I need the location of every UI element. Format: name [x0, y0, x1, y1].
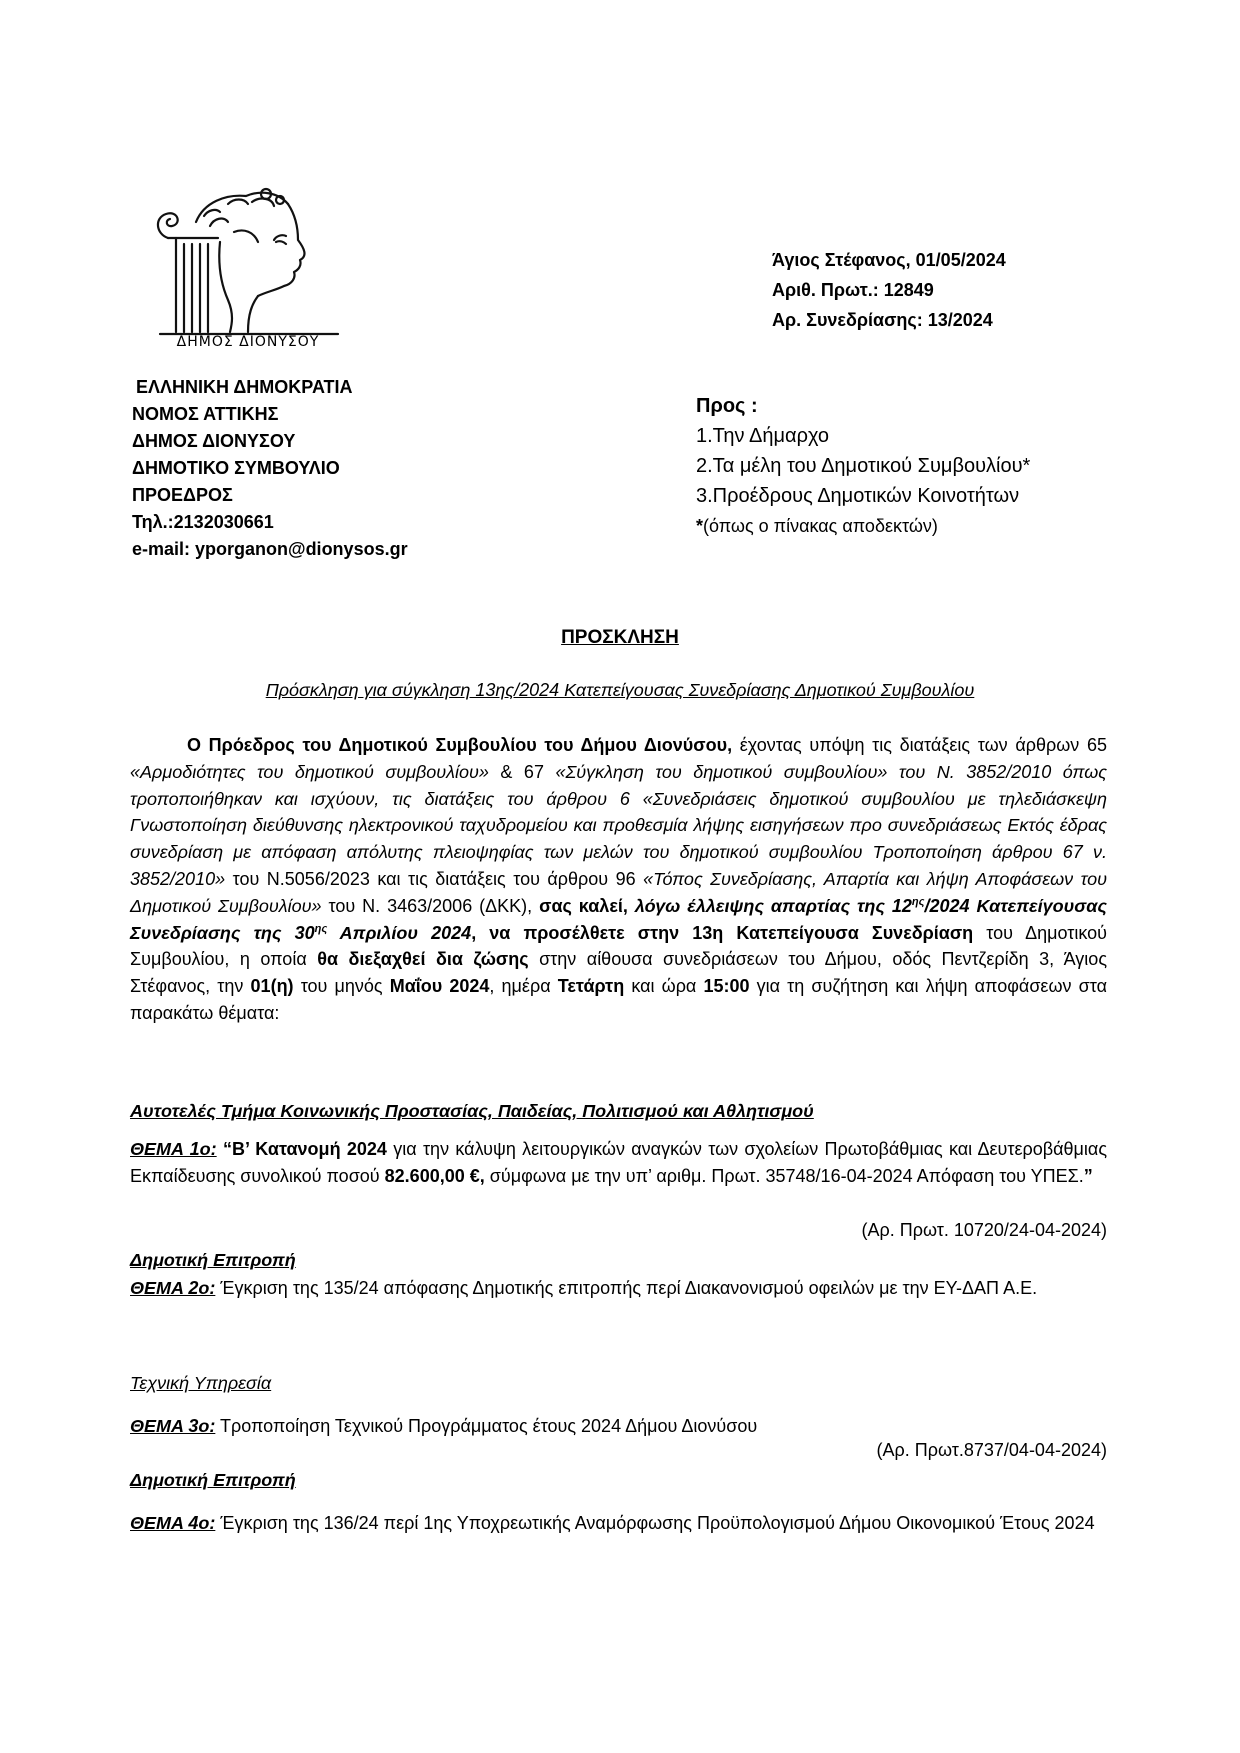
- topic-text: Κατανομή 2024: [255, 1139, 387, 1159]
- recipients-heading: Προς :: [696, 395, 758, 417]
- body-text: στην αίθουσα συνεδριάσεων του Δήμου, οδός Πεντζερίδη 3, Άγιος Στέφανος, την: [130, 949, 1107, 997]
- issuer-block: [132, 374, 408, 563]
- body-text: λόγω έλλειψης απαρτίας της 12: [634, 895, 912, 916]
- recipient-item: 3.Προέδρους Δημοτικών Κοινοτήτων: [696, 485, 1020, 507]
- body-text: Ο Πρόεδρος του Δημοτικού Συμβουλίου του Δήμου Διονύσου,: [187, 735, 733, 755]
- topic-2: [130, 1275, 1107, 1302]
- topic-label: ΘΕΜΑ 1ο:: [130, 1139, 217, 1159]
- recipients-note: [696, 511, 1030, 541]
- body-text: Μαΐου 2024: [389, 976, 490, 997]
- body-text: & 67: [488, 761, 556, 782]
- document-meta: [772, 245, 1006, 335]
- body-text: «Σύγκληση του δημοτικού συμβουλίου» του Ν. 3852/2010 όπως τροποποιήθηκαν και ισχύουν, τις διατάξεις του άρθρου 6 «Συνεδριάσεις δημοτικού συμβουλίου με τηλεδιάσκεψη Γνωστοποίηση διεύθυνσης ηλεκτρονικού ταχυδρομείου και προθεσμία λήψης εισηγήσεων προ συνεδριάσεως Εκτός έδρας συνεδρίαση με απόφαση απόλυτης πλειοψηφίας των μελών του δημοτικού συμβουλίου Τροποποίηση άρθρου 67 ν. 3852/2010»: [130, 761, 1108, 889]
- topic-label: ΘΕΜΑ 4ο:: [130, 1513, 216, 1533]
- topic-1-reference: (Αρ. Πρωτ. 10720/24-04-2024): [861, 1220, 1107, 1240]
- issuer-line: ΝΟΜΟΣ ΑΤΤΙΚΗΣ: [132, 404, 279, 424]
- recipient-item: 1.Την Δήμαρχο: [696, 425, 830, 447]
- body-text: του Ν.5056/2023 και τις διατάξεις του άρθρου 96: [225, 868, 644, 889]
- topic-text: Έγκριση της 136/24 περί 1ης Υποχρεωτικής Αναμόρφωσης Προϋπολογισμού Δήμου Οικονομικού Έτους 2024: [215, 1513, 1095, 1533]
- issuer-line: ΔΗΜΟΣ ΔΙΟΝΥΣΟΥ: [132, 431, 296, 451]
- superscript: ης: [314, 922, 328, 935]
- body-text: έχοντας υπόψη τις διατάξεις των άρθρων 65: [732, 735, 1107, 755]
- protocol-number: Αριθ. Πρωτ.: 12849: [772, 280, 934, 300]
- section-heading: Αυτοτελές Τμήμα Κοινωνικής Προστασίας, Παιδείας, Πολιτισμού και Αθλητισμού: [130, 1101, 814, 1121]
- body-text: του Ν. 3463/2006 (ΔΚΚ),: [321, 895, 540, 916]
- topic-text: ”: [1083, 1165, 1093, 1186]
- body-text: του Δημοτικού Συμβουλίου, η οποία: [130, 922, 1108, 970]
- body-text: , ημέρα: [489, 976, 558, 997]
- logo-caption: ΔΗΜΟΣ ΔΙΟΝΥΣΟΥ: [176, 334, 320, 350]
- section-heading: Τεχνική Υπηρεσία: [130, 1373, 272, 1393]
- note-text: (όπως ο πίνακας αποδεκτών): [703, 516, 938, 536]
- topic-3: [130, 1413, 1107, 1440]
- session-number: Αρ. Συνεδρίασης: 13/2024: [772, 310, 993, 330]
- issuer-email: e-mail: yporganon@dionysos.gr: [132, 539, 408, 559]
- section-heading: Δημοτική Επιτροπή: [130, 1470, 296, 1490]
- superscript: ης: [911, 895, 925, 908]
- body-text: 01(η): [250, 976, 294, 997]
- body-text: Τετάρτη: [557, 976, 625, 997]
- topic-text: σύμφωνα με την υπ’ αριθμ. Πρωτ. 35748/16-04-2024 Απόφαση του ΥΠΕΣ.: [484, 1165, 1084, 1186]
- body-text: θα διεξαχθεί δια ζώσης: [317, 949, 529, 970]
- note-star: *: [696, 516, 704, 536]
- recipients-block: [696, 391, 1030, 541]
- document-subtitle: Πρόσκληση για σύγκληση 13ης/2024 Κατεπείγουσας Συνεδρίασης Δημοτικού Συμβουλίου: [265, 680, 975, 700]
- topic-text: Έγκριση της 135/24 απόφασης Δημοτικής επιτροπής περί Διακανονισμού οφειλών με την ΕΥ-ΔΑΠ Α.Ε.: [215, 1278, 1038, 1298]
- body-text: και ώρα: [624, 976, 704, 997]
- place-date: Άγιος Στέφανος, 01/05/2024: [772, 250, 1006, 270]
- recipient-item: 2.Τα μέλη του Δημοτικού Συμβουλίου*: [696, 455, 1031, 477]
- body-text: «Τόπος Συνεδρίασης, Απαρτία και λήψη Αποφάσεων του Δημοτικού Συμβουλίου»: [130, 868, 1107, 916]
- body-paragraph: [130, 732, 1107, 1027]
- section-heading: Δημοτική Επιτροπή: [130, 1250, 296, 1270]
- body-text: για τη συζήτηση και λήψη αποφάσεων στα παρακάτω θέματα:: [130, 976, 1107, 1023]
- body-text: «Αρμοδιότητες του δημοτικού συμβουλίου»: [130, 761, 489, 782]
- body-text: Απριλίου 2024: [327, 922, 472, 943]
- topic-1: [130, 1136, 1107, 1190]
- issuer-line: ΠΡΟΕΔΡΟΣ: [132, 485, 233, 505]
- topic-3-reference: (Αρ. Πρωτ.8737/04-04-2024): [876, 1440, 1107, 1460]
- issuer-line: ΔΗΜΟΤΙΚΟ ΣΥΜΒΟΥΛΙΟ: [132, 458, 340, 478]
- body-text: /2024 Κατεπείγουσας Συνεδρίασης της 30: [130, 895, 1107, 943]
- topic-text: για την κάλυψη λειτουργικών αναγκών των σχολείων Πρωτοβάθμιας και Δευτεροβάθμιας Εκπαίδευσης συνολικού ποσού: [130, 1139, 1107, 1186]
- topic-amount: 82.600,00 €,: [384, 1165, 485, 1186]
- body-text: σας καλεί,: [539, 895, 635, 916]
- issuer-phone: Τηλ.:2132030661: [132, 512, 274, 532]
- body-text: 15:00: [703, 976, 750, 997]
- topic-label: ΘΕΜΑ 3ο:: [130, 1416, 216, 1436]
- issuer-line: ΕΛΛΗΝΙΚΗ ΔΗΜΟΚΡΑΤΙΑ: [136, 377, 353, 397]
- body-text: του μηνός: [293, 976, 390, 997]
- topic-4: [130, 1510, 1107, 1537]
- topic-text: Τροποποίηση Τεχνικού Προγράμματος έτους 2024 Δήμου Διονύσου: [215, 1416, 758, 1436]
- topic-label: ΘΕΜΑ 2ο:: [130, 1278, 216, 1298]
- body-text: , να προσέλθετε στην 13η Κατεπείγουσα Συνεδρίαση: [471, 922, 974, 943]
- dimos-dionysou-logo: [148, 182, 348, 354]
- document-title: ΠΡΟΣΚΛΗΣΗ: [561, 627, 679, 648]
- topic-text: “Β’: [216, 1139, 256, 1159]
- dionysus-head-icon: [158, 189, 338, 334]
